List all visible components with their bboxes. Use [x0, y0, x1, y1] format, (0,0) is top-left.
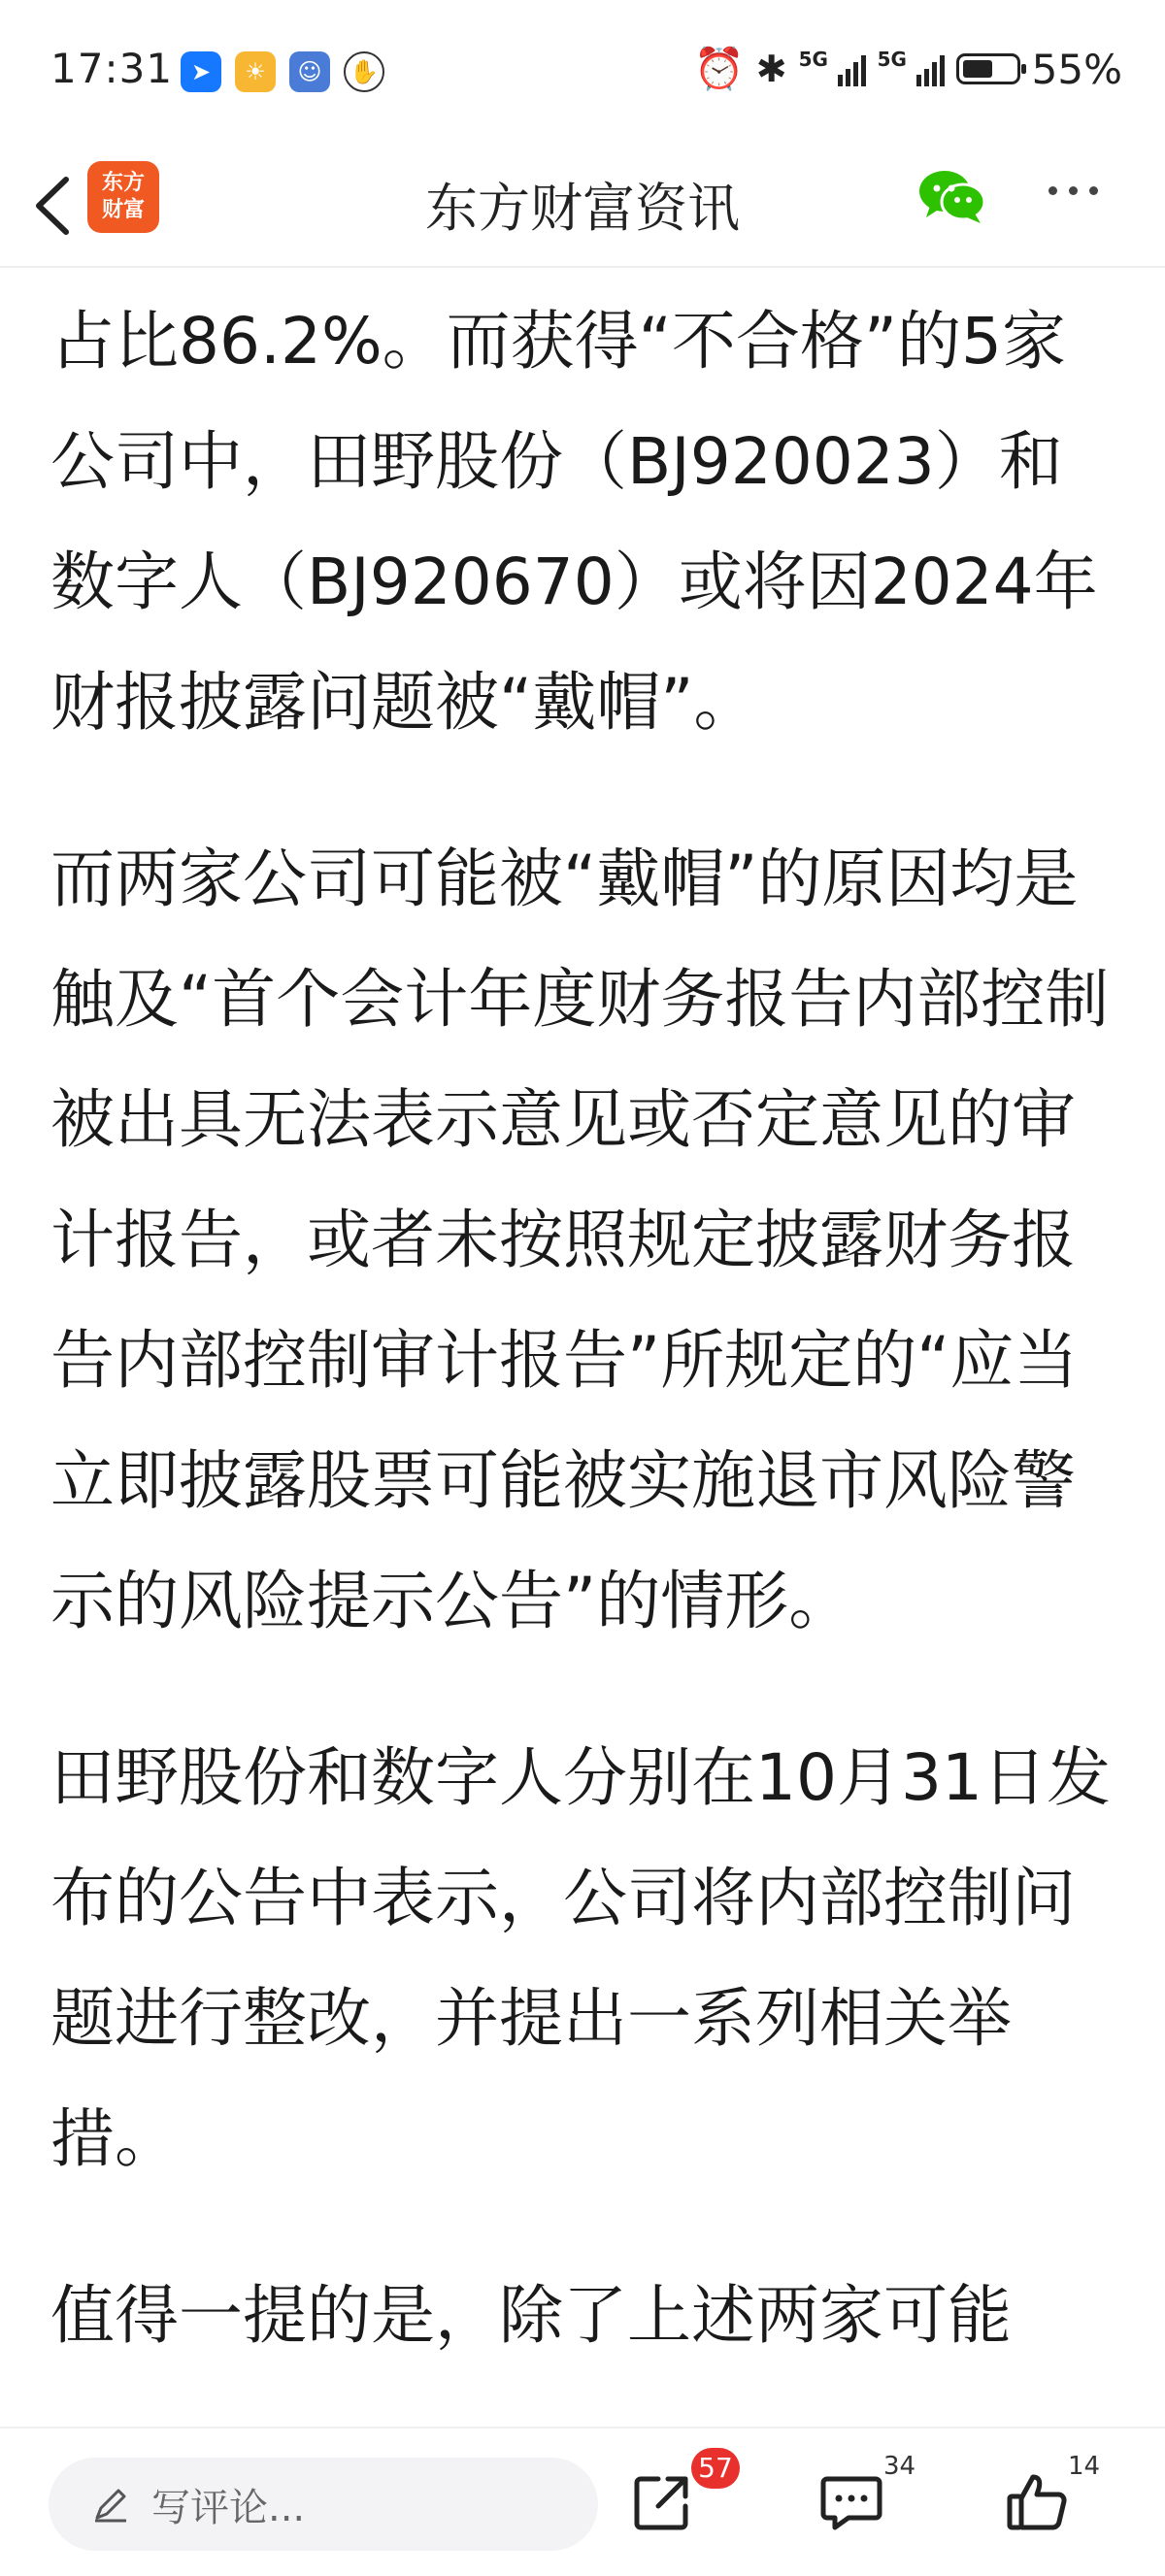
- article-body: [50, 281, 1118, 2427]
- signal-icon-2: [877, 48, 945, 86]
- battery-icon: [956, 53, 1020, 84]
- more-options-icon[interactable]: [1048, 186, 1098, 195]
- logo-line-1: 东方: [101, 171, 145, 195]
- bottom-action-bar: [0, 2427, 1165, 2576]
- nav-bar: [0, 146, 1165, 268]
- comments-button[interactable]: [819, 2471, 887, 2539]
- arrow-app-icon: ➤: [181, 51, 221, 92]
- share-button[interactable]: [631, 2471, 699, 2539]
- battery-fill: [963, 60, 992, 78]
- comment-input[interactable]: [49, 2458, 598, 2551]
- network-label-2: 5G: [877, 48, 907, 71]
- status-bar: [0, 0, 1165, 146]
- logo-line-2: 财富: [101, 198, 145, 222]
- bluetooth-icon: ✱: [755, 48, 787, 90]
- wechat-share-button[interactable]: [918, 167, 986, 225]
- article-paragraph: 占比86.2%。而获得“不合格”的5家公司中，田野股份（BJ920023）和数字人（BJ920670）或将因2024年财报披露问题被“戴帽”。: [50, 304, 1098, 740]
- like-button[interactable]: [1006, 2471, 1074, 2539]
- wechat-icon: [918, 167, 986, 225]
- network-label-1: 5G: [798, 48, 828, 71]
- status-time: 17:31: [50, 45, 174, 92]
- like-count: 14: [1068, 2452, 1101, 2481]
- article-paragraph: 田野股份和数字人分别在10月31日发布的公告中表示，公司将内部控制问题进行整改，并提出一系列相关举措。: [50, 1740, 1111, 2176]
- thumbs-up-icon: [1006, 2471, 1070, 2533]
- status-right: [694, 45, 1123, 93]
- comment-placeholder: 写评论...: [151, 2485, 306, 2530]
- page-title: 东方财富资讯: [425, 178, 740, 239]
- notification-icons: [181, 51, 384, 92]
- pencil-icon: [87, 2481, 134, 2527]
- comment-bubble-icon: [819, 2471, 883, 2533]
- assistant-app-icon: ☺: [289, 51, 330, 92]
- hand-app-icon: ✋: [344, 51, 384, 92]
- share-icon: [631, 2471, 693, 2533]
- share-badge: 57: [691, 2448, 740, 2489]
- article-paragraph: 而两家公司可能被“戴帽”的原因均是触及“首个会计年度财务报告内部控制被出具无法表示意见或否定意见的审计报告，或者未按照规定披露财务报告内部控制审计报告”所规定的“应当立即披露股票可能被实施退市风险警示的风险提示公告”的情形。: [50, 842, 1110, 1638]
- battery-text: 55%: [1031, 45, 1122, 93]
- alarm-icon: ⏰: [693, 45, 745, 92]
- signal-icon: [798, 48, 866, 86]
- comment-count: 34: [883, 2452, 916, 2481]
- weather-app-icon: ☀: [235, 51, 276, 92]
- article-paragraph: 值得一提的是，除了上述两家可能: [50, 2278, 1012, 2353]
